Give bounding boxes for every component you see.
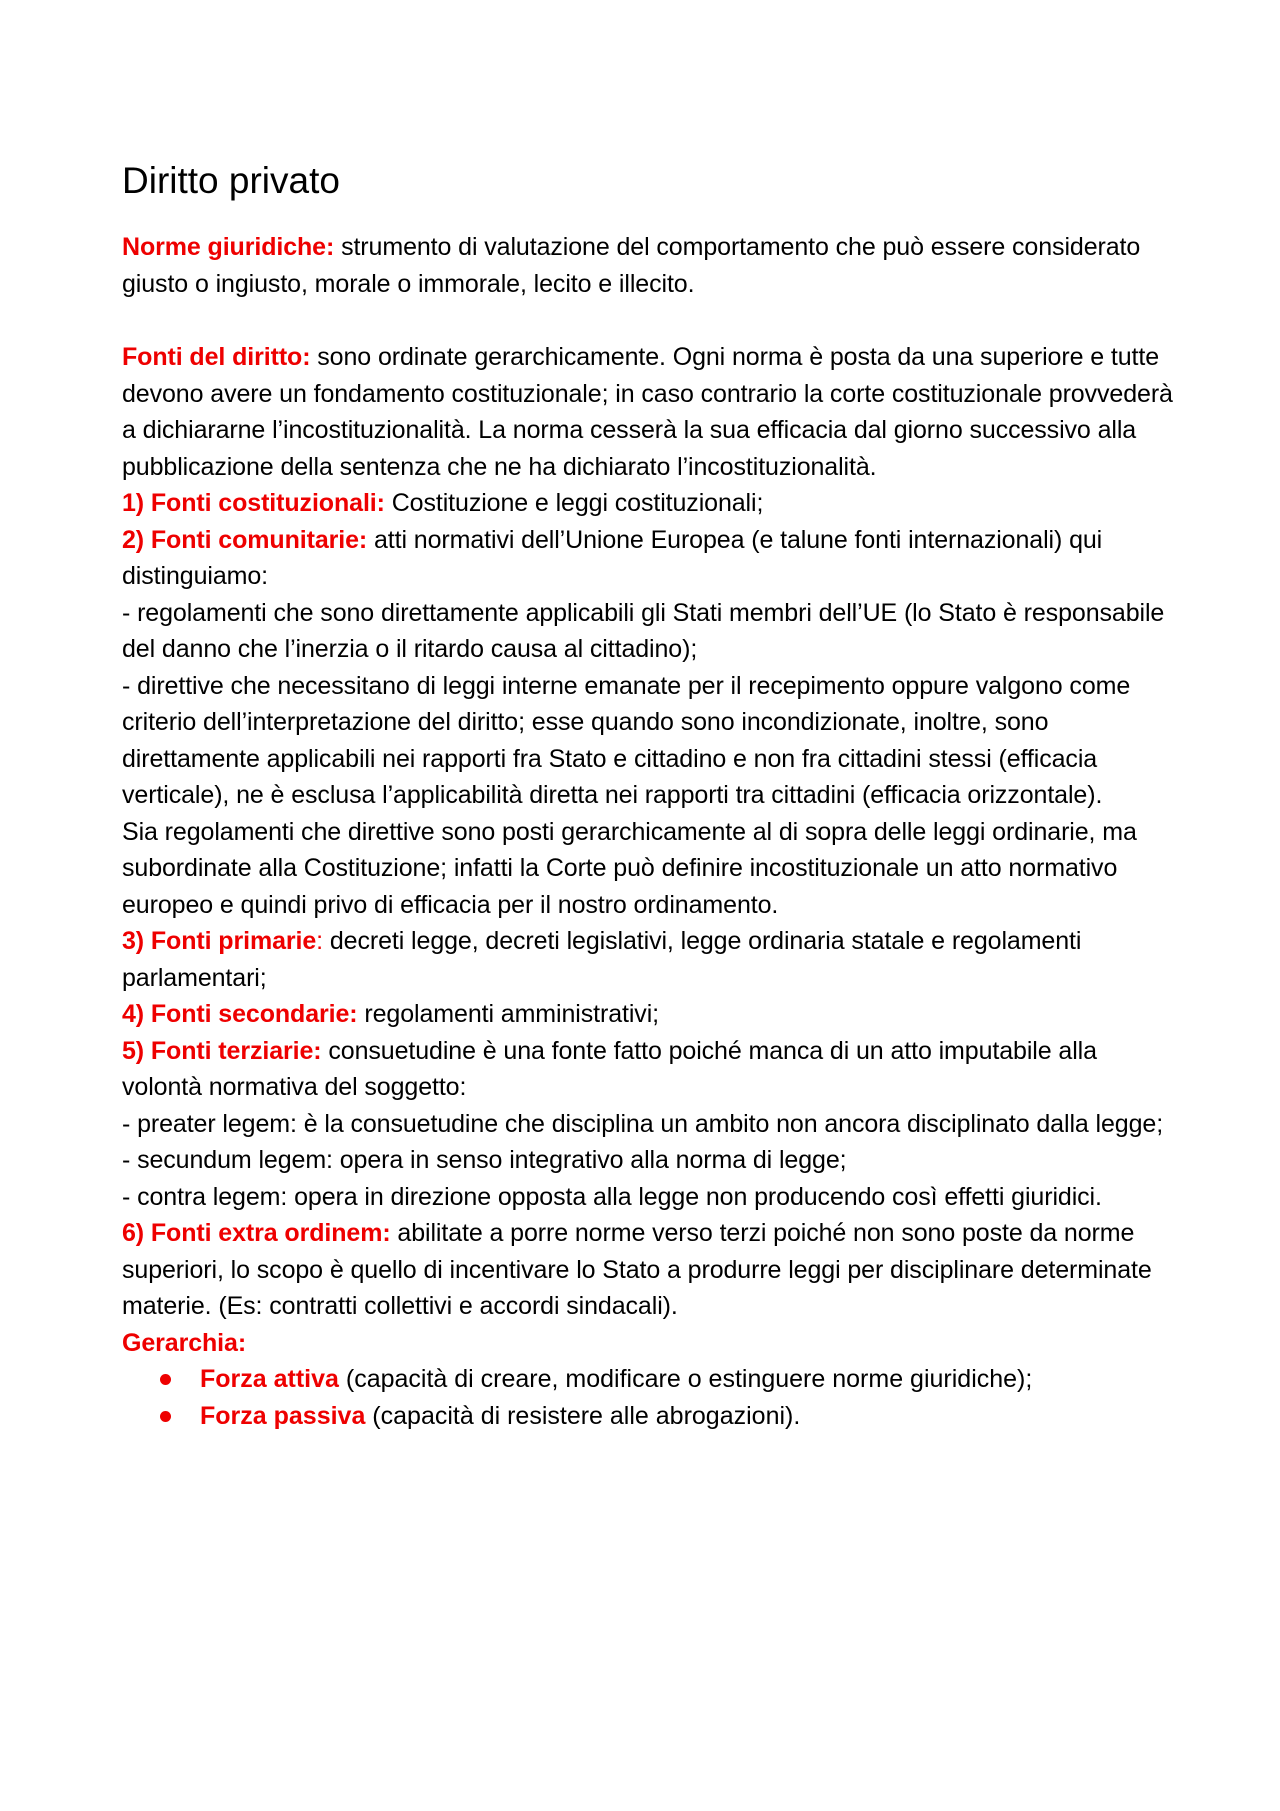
term-fonti-terziarie: 5) Fonti terziarie: <box>122 1036 322 1065</box>
paragraph-fonti-secondarie <box>122 996 1177 1033</box>
paragraph-spacer <box>122 302 1177 339</box>
bullet-forza-passiva <box>200 1398 1177 1435</box>
paragraph-fonti-primarie <box>122 923 1177 996</box>
definition-fonti-primarie: decreti legge, decreti legislativi, legge ordinaria statale e regolamenti parlamentari; <box>122 927 1082 992</box>
definition-fonti-comunitarie: atti normativi dell’Unione Europea (e talune fonti internazionali) qui distinguiamo: <box>122 525 1103 590</box>
gerarchia-bullet-list <box>122 1361 1177 1435</box>
term-fonti-primarie: 3) Fonti primarie <box>122 927 317 955</box>
definition-fonti-terziarie: consuetudine è una fonte fatto poiché manca di un atto imputabile alla volontà normativa del soggetto: <box>122 1036 1097 1101</box>
list-item-regolamenti: - regolamenti che sono direttamente applicabili gli Stati membri dell’UE (lo Stato è responsabile del danno che l’inerzia o il ritardo causa al cittadino); <box>122 598 1165 663</box>
paragraph-norme-giuridiche <box>122 229 1177 302</box>
definition-fonti-costituzionali: Costituzione e leggi costituzionali; <box>384 489 764 517</box>
bullet-forza-attiva <box>200 1361 1177 1398</box>
term-fonti-diritto: Fonti del diritto: <box>122 343 311 371</box>
term-fonti-extra-ordinem: 6) Fonti extra ordinem: <box>122 1219 391 1247</box>
paragraph-fonti-comunitarie <box>122 522 1177 595</box>
term-fonti-comunitarie: 2) Fonti comunitarie: <box>122 525 368 554</box>
bullet-dot-icon <box>160 1374 171 1385</box>
term-norme-giuridiche: Norme giuridiche: <box>122 233 335 261</box>
document-title: Diritto privato <box>122 160 340 201</box>
definition-forza-passiva: (capacità di resistere alle abrogazioni). <box>365 1402 801 1430</box>
list-item-secundum-legem: - secundum legem: opera in senso integrativo alla norma di legge; <box>122 1146 847 1174</box>
list-item-contra-legem: - contra legem: opera in direzione opposta alla legge non producendo così effetti giuridici. <box>122 1182 1102 1211</box>
heading-gerarchia <box>122 1325 1177 1362</box>
definition-forza-attiva: (capacità di creare, modificare o estinguere norme giuridiche); <box>338 1365 1033 1393</box>
term-gerarchia: Gerarchia: <box>122 1328 247 1357</box>
term-fonti-primarie-colon: : <box>316 927 324 955</box>
definition-fonti-diritto: sono ordinate gerarchicamente. Ogni norma è posta da una superiore e tutte devono avere un fondamento costituzionale; in caso contrario la corte costituzionale provvederà a dichiararne l’incostituzionalità. La norma cesserà la sua efficacia dal giorno successivo alla pubblicazione della sentenza che ne ha dichiarato l’incostituzionalità. <box>122 343 1173 481</box>
list-item-preater-legem: - preater legem: è la consuetudine che disciplina un ambito non ancora disciplinato dalla legge; <box>122 1109 1164 1138</box>
list-item-direttive: - direttive che necessitano di leggi interne emanate per il recepimento oppure valgono come criterio dell’interpretazione del diritto; esse quando sono incondizionate, inoltre, sono direttamente applicabili nei rapporti fra Stato e cittadino e non fra cittadini stessi (efficacia verticale), ne è esclusa l’applicabilità diretta nei rapporti tra cittadini (efficacia orizzontale). <box>122 671 1131 809</box>
term-forza-passiva: Forza passiva <box>200 1402 366 1430</box>
term-fonti-secondarie: 4) Fonti secondarie: <box>122 1000 358 1028</box>
paragraph-note-comunitarie: Sia regolamenti che direttive sono posti gerarchicamente al di sopra delle leggi ordinarie, ma subordinate alla Costituzione; infatti la Corte può definire incostituzionale un atto normativo europeo e quindi privo di efficacia per il nostro ordinamento. <box>122 817 1137 919</box>
definition-fonti-extra-ordinem: abilitate a porre norme verso terzi poiché non sono poste da norme superiori, lo scopo è quello di incentivare lo Stato a produrre leggi per disciplinare determinate materie. (Es: contratti collettivi e accordi sindacali). <box>122 1219 1152 1320</box>
definition-norme-giuridiche: strumento di valutazione del comportamento che può essere considerato giusto o ingiusto, morale o immorale, lecito e illecito. <box>122 233 1141 298</box>
paragraph-fonti-costituzionali <box>122 485 1177 522</box>
paragraph-fonti-diritto <box>122 339 1177 485</box>
definition-fonti-secondarie: regolamenti amministrativi; <box>357 1000 660 1028</box>
term-forza-attiva: Forza attiva <box>200 1365 339 1393</box>
bullet-dot-icon <box>160 1411 171 1422</box>
paragraph-fonti-extra-ordinem <box>122 1215 1177 1325</box>
term-fonti-costituzionali: 1) Fonti costituzionali: <box>122 489 385 517</box>
paragraph-fonti-terziarie <box>122 1033 1177 1106</box>
document-page <box>122 155 1177 1435</box>
